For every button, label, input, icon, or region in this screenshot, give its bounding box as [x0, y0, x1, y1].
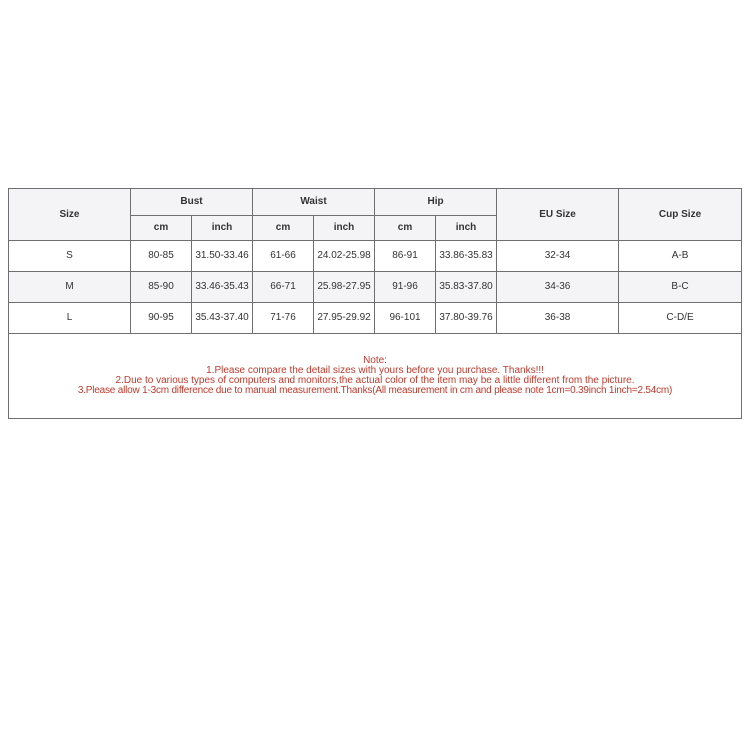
note-title: Note: — [363, 355, 387, 366]
waist-cm-cell: 66-71 — [253, 272, 314, 303]
waist-inch-cell: 27.95-29.92 — [314, 303, 375, 334]
cup-size-header: Cup Size — [619, 189, 742, 241]
unit-header-bust-inch: inch — [192, 216, 253, 241]
unit-header-waist-inch: inch — [314, 216, 375, 241]
cup-size-cell: A-B — [619, 241, 742, 272]
hip-cm-cell: 96-101 — [375, 303, 436, 334]
bust-header: Bust — [131, 189, 253, 216]
note-line-2: 2.Due to various types of computers and monitors,the actual color of the item may be a little different from the picture. — [115, 375, 635, 386]
cup-size-cell: C-D/E — [619, 303, 742, 334]
waist-inch-cell: 25.98-27.95 — [314, 272, 375, 303]
table-row — [9, 272, 742, 303]
eu-size-cell: 34-36 — [497, 272, 619, 303]
bust-cm-cell: 85-90 — [131, 272, 192, 303]
eu-size-cell: 32-34 — [497, 241, 619, 272]
bust-inch-cell: 35.43-37.40 — [192, 303, 253, 334]
size-chart-table — [8, 188, 742, 419]
unit-header-hip-inch: inch — [436, 216, 497, 241]
bust-cm-cell: 80-85 — [131, 241, 192, 272]
header-row — [9, 189, 742, 216]
unit-header-hip-cm: cm — [375, 216, 436, 241]
hip-cm-cell: 91-96 — [375, 272, 436, 303]
bust-inch-cell: 31.50-33.46 — [192, 241, 253, 272]
hip-cm-cell: 86-91 — [375, 241, 436, 272]
waist-cm-cell: 61-66 — [253, 241, 314, 272]
table-row — [9, 241, 742, 272]
note-line-3: 3.Please allow 1-3cm difference due to manual measurement.Thanks(All measurement in cm and please note 1cm=0.39inch 1inch=2.54cm) — [77, 385, 673, 396]
eu-size-header: EU Size — [497, 189, 619, 241]
hip-inch-cell: 37.80-39.76 — [436, 303, 497, 334]
eu-size-cell: 36-38 — [497, 303, 619, 334]
note-line-1: 1.Please compare the detail sizes with yours before you purchase. Thanks!!! — [206, 365, 544, 376]
size-cell: M — [9, 272, 131, 303]
hip-header: Hip — [375, 189, 497, 216]
notes-cell — [9, 334, 742, 419]
unit-header-waist-cm: cm — [253, 216, 314, 241]
hip-inch-cell: 35.83-37.80 — [436, 272, 497, 303]
waist-inch-cell: 24.02-25.98 — [314, 241, 375, 272]
waist-cm-cell: 71-76 — [253, 303, 314, 334]
table-row — [9, 303, 742, 334]
waist-header: Waist — [253, 189, 375, 216]
hip-inch-cell: 33.86-35.83 — [436, 241, 497, 272]
bust-cm-cell: 90-95 — [131, 303, 192, 334]
size-cell: L — [9, 303, 131, 334]
bust-inch-cell: 33.46-35.43 — [192, 272, 253, 303]
unit-header-bust-cm: cm — [131, 216, 192, 241]
notes-row — [9, 334, 742, 419]
size-cell: S — [9, 241, 131, 272]
cup-size-cell: B-C — [619, 272, 742, 303]
size-header: Size — [9, 189, 131, 241]
